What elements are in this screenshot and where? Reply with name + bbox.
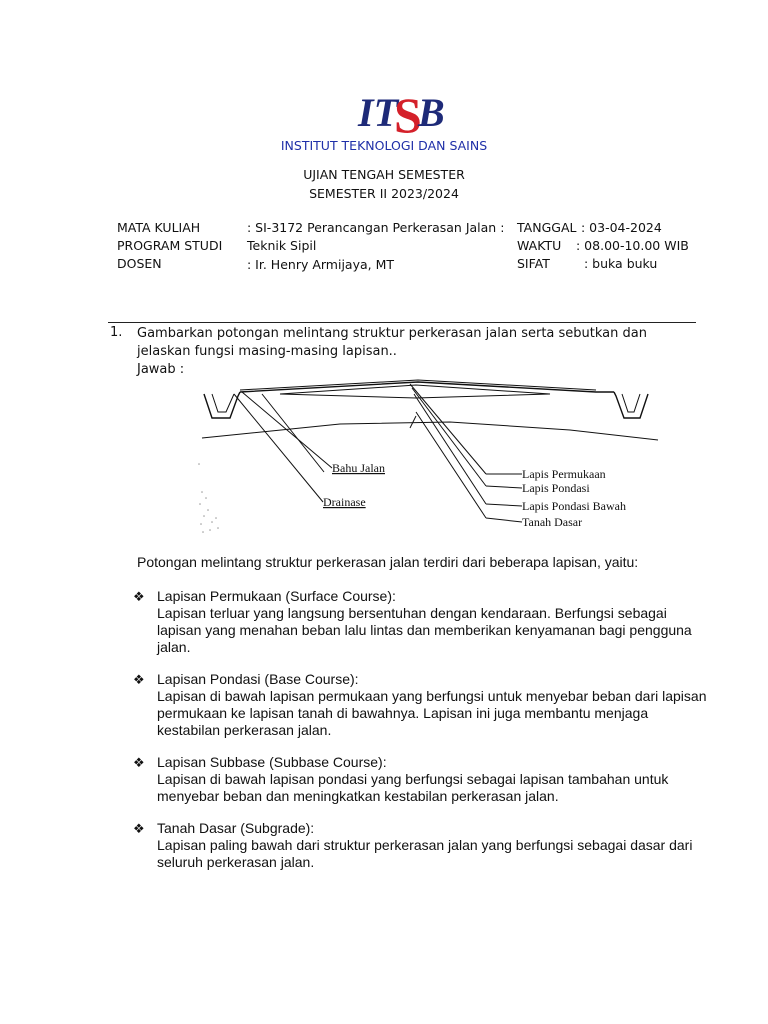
answer-label: Jawab :: [137, 362, 185, 377]
label-surface: Lapis Permukaan: [522, 467, 606, 481]
header-divider: [108, 322, 696, 323]
label-shoulder: Bahu Jalan: [332, 461, 385, 475]
item-title: Tanah Dasar (Subgrade):: [157, 820, 315, 836]
question-number: 1.: [110, 325, 123, 340]
item-line: Lapisan paling bawah dari struktur perkerasan jalan yang berfungsi sebagai dasar dari: [157, 837, 693, 853]
program-value: Teknik Sipil: [247, 238, 317, 253]
program-label: PROGRAM STUDI: [117, 238, 223, 253]
course-label: MATA KULIAH: [117, 220, 201, 235]
date-label: TANGGAL: [517, 220, 577, 235]
diamond-bullet-icon: ❖: [133, 821, 145, 836]
date-value: : 03-04-2024: [581, 220, 662, 235]
item-title: Lapisan Pondasi (Base Course):: [157, 671, 359, 687]
item-line: Lapisan di bawah lapisan permukaan yang berfungsi untuk menyebar beban dari lapisan: [157, 688, 707, 704]
item-line: Lapisan terluar yang langsung bersentuhan dengan kendaraan. Berfungsi sebagai: [157, 605, 667, 621]
svg-text:B: B: [418, 90, 445, 135]
svg-text:IT: IT: [358, 90, 398, 135]
item-line: jalan.: [157, 639, 191, 655]
answer-item: [157, 754, 722, 805]
diamond-bullet-icon: ❖: [133, 672, 145, 687]
label-base: Lapis Pondasi: [522, 481, 590, 495]
item-line: lapisan yang menahan beban lalu lintas dan memberikan kenyamanan bagi pengguna: [157, 622, 692, 638]
lecturer-label: DOSEN: [117, 256, 162, 271]
label-drainage: Drainase: [323, 495, 366, 509]
svg-text:S: S: [394, 87, 422, 136]
answer-intro: Potongan melintang struktur perkerasan jalan terdiri dari beberapa lapisan, yaitu:: [137, 554, 639, 570]
lecturer-value: : Ir. Henry Armijaya, MT: [247, 257, 395, 272]
pavement-cross-section-diagram: [190, 372, 660, 542]
semester-title: SEMESTER II 2023/2024: [309, 186, 459, 201]
right-drainage-ditch: [614, 392, 648, 418]
item-title: Lapisan Subbase (Subbase Course):: [157, 754, 387, 770]
exam-title: UJIAN TENGAH SEMESTER: [303, 167, 465, 182]
nature-label: SIFAT: [517, 256, 550, 271]
answer-item: [157, 671, 722, 739]
answer-item: [157, 820, 722, 871]
left-drainage-ditch: [204, 392, 240, 418]
item-line: seluruh perkerasan jalan.: [157, 854, 315, 870]
diamond-bullet-icon: ❖: [133, 589, 145, 604]
question-text: [137, 325, 655, 379]
course-value: : SI-3172 Perancangan Perkerasan Jalan :: [247, 220, 505, 235]
label-subbase: Lapis Pondasi Bawah: [522, 499, 626, 513]
item-line: kestabilan perkerasan jalan.: [157, 722, 332, 738]
item-line: Lapisan di bawah lapisan pondasi yang berfungsi sebagai lapisan tambahan untuk: [157, 771, 669, 787]
item-line: menyebar beban dan meningkatkan kestabilan perkerasan jalan.: [157, 788, 559, 804]
item-line: permukaan ke lapisan tanah di bawahnya. Lapisan ini juga membantu menjaga: [157, 705, 649, 721]
question-line-2: jelaskan fungsi masing-masing lapisan..: [137, 344, 397, 359]
time-value: : 08.00-10.00 WIB: [576, 238, 689, 253]
answer-item: [157, 588, 722, 656]
question-line-1: Gambarkan potongan melintang struktur perkerasan jalan serta sebutkan dan: [137, 326, 647, 341]
itsb-logo: [356, 86, 448, 136]
diamond-bullet-icon: ❖: [133, 755, 145, 770]
label-subgrade: Tanah Dasar: [522, 515, 583, 529]
nature-value: : buka buku: [584, 256, 658, 271]
item-title: Lapisan Permukaan (Surface Course):: [157, 588, 396, 604]
institution-name: INSTITUT TEKNOLOGI DAN SAINS: [280, 138, 488, 153]
time-label: WAKTU: [517, 238, 562, 253]
